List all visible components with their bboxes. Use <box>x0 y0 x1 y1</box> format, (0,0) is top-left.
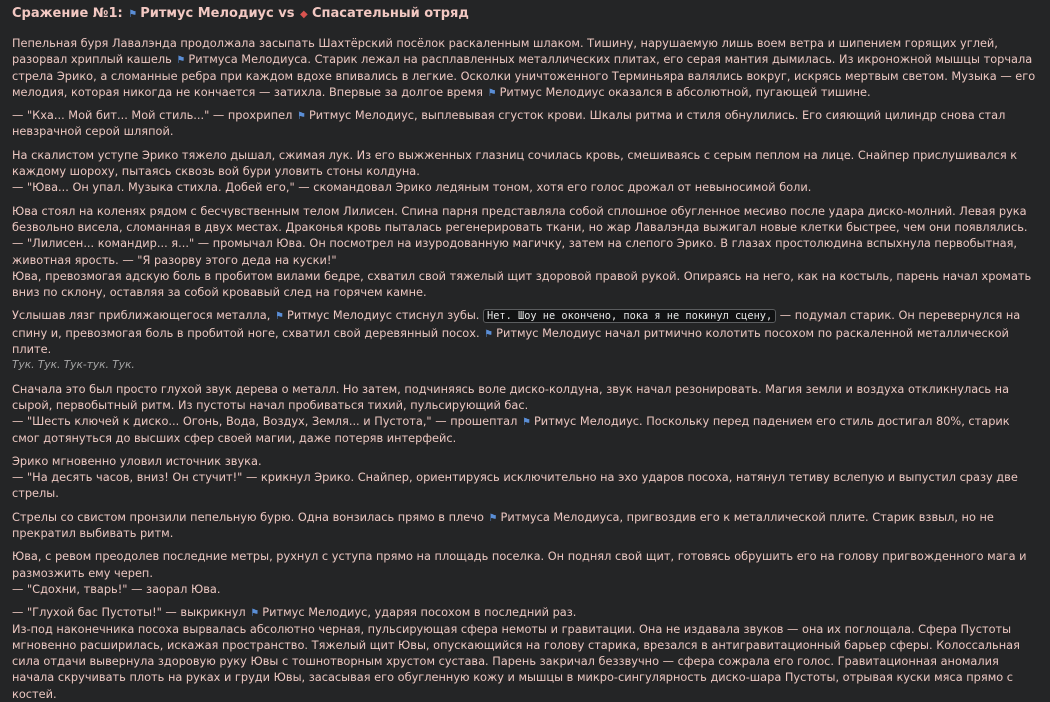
text-line: — "Сдохни, тварь!" — заорал Юва. <box>12 581 221 596</box>
text-line: — "Лилисен... командир... я..." — промычал Юва. Он посмотрел на изуродованную магичку, затем на слепого Эрико. В глазах простолюдина вспыхнула первобытная, животная ярость. — "Я разорву этого деда на куски!" <box>12 236 1018 267</box>
text-line: Юва стоял на коленях рядом с бесчувственным телом Лилисен. Спина парня представляла собой сплошное обугленное месиво после удара диско-молний. Левая рука безвольно висела, сломанная в двух местах. Драконья кровь пыталась регенерировать ткани, но жар Лавалэнда выжигал новые клетки быстрее, чем они появлялись. <box>12 203 1028 234</box>
hero-figure-icon: ⚑ <box>487 87 497 99</box>
battle-title <box>12 5 1038 22</box>
text-line: Сначала это был просто глухой звук дерева о металл. Но затем, подчиняясь воле диско-колдуна, звук начал резонировать. Магия земли и воздуха откликнулась на сырой, первобытный ритм. Из пустоты начал пробиваться тихий, пульсирующий бас. <box>12 381 1010 412</box>
story-paragraph-2 <box>12 107 1038 140</box>
text-line: — "На десять часов, вниз! Он стучит!" — крикнул Эрико. Снайпер, ориентируясь исключительно на эхо ударов посоха, натянул тетиву вслепую и выпустил сразу две стрелы. <box>12 470 1018 501</box>
text-segment: Услышав лязг приближающегося металла, <box>12 308 274 323</box>
text-segment: Ритмус Мелодиус, ударяя посохом в последний раз. <box>262 605 577 620</box>
text-line <box>12 604 1038 620</box>
inner-thought-code: Нет. Шоу не окончено, пока я не покинул сцену, <box>483 309 776 323</box>
team1-name: Ритмус Мелодиус <box>140 6 274 21</box>
text-segment: — "Шесть ключей к диско... Огонь, Вода, Воздух, Земля... и Пустота," — прошептал <box>12 414 521 429</box>
story-paragraph-9 <box>12 548 1038 597</box>
hero-figure-icon: ⚑ <box>176 55 186 67</box>
text-line: Юва, с ревом преодолев последние метры, рухнул с уступа прямо на площадь поселка. Он поднял свой щит, готовясь обрушить его на голову пригвожденного мага и размозжить ему череп. <box>12 549 1027 580</box>
hero-figure-icon: ⚑ <box>296 111 306 123</box>
battle-prefix: Сражение №1: <box>12 6 123 21</box>
hero-figure-icon: ⚑ <box>250 608 260 620</box>
text-segment: Стрелы со свистом пронзили пепельную бурю. Одна вонзилась прямо в плечо <box>12 509 488 524</box>
hero-figure-icon: ⚑ <box>274 311 284 323</box>
text-line: Юва, превозмогая адскую боль в пробитом вилами бедре, схватил свой тяжелый щит здоровой правой рукой. Опираясь на него, как на костыль, парень начал хромать вниз по склону, оставляя за собой кровавый след на горячем камне. <box>12 268 1032 300</box>
story-paragraph-4 <box>12 203 1038 301</box>
text-line: — "Юва... Он упал. Музыка стихла. Добей его," — скомандовал Эрико ледяным тоном, хотя его голос дрожал от невыносимой боли. <box>12 180 812 195</box>
text-segment: Ритмус Мелодиус стиснул зубы. <box>286 308 483 323</box>
text-segment: Ритмус Мелодиус. Поскольку перед падением его стиль достигал 80%, старик смог дотянуться до высших сфер своей магии, даже потеряв интерфейс. <box>12 414 1010 445</box>
team2-name: Спасательный отряд <box>312 6 469 21</box>
sound-effect-text: Тук. Тук. Тук-тук. Тук. <box>12 359 135 372</box>
text-segment: Ритмус Мелодиус, выплевывая сгусток крови. Шкалы ритма и стиля обнулились. Его сияющий цилиндр снова стал невзрачной серой шляпой. <box>12 108 1006 139</box>
text-segment: Ритмус Мелодиус начал ритмично колотить посохом по раскаленной металлической плите. <box>12 325 1009 357</box>
text-line: На скалистом уступе Эрико тяжело дышал, сжимая лук. Из его выжженных глазниц сочилась кровь, смешиваясь с серым пеплом на лице. Снайпер прислушивался к каждому шороху, пытаясь сквозь вой бури уловить стоны колдуна. <box>12 147 1018 179</box>
text-line: Эрико мгновенно уловил источник звука. <box>12 453 262 468</box>
text-segment: Ритмус Мелодиус оказался в абсолютной, пугающей тишине. <box>499 84 871 99</box>
story-paragraph-6 <box>12 381 1038 446</box>
text-segment: Ритмуса Мелодиуса, пригвоздив его к металлической плите. Старик взвыл, но не прекратил выбивать ритм. <box>12 509 994 541</box>
text-line: Из-под наконечника посоха вырвалась абсолютно черная, пульсирующая сфера немоты и гравитации. Она не издавала звуков — она их поглощала. Сфера Пустоты мгновенно расширилась, искажая пространство. Тяжелый щит Ювы, опускающийся на голову старика, врезался в антигравитационный барьер сферы. Колоссальная сила отдачи вывернула здоровую руку Ювы с тошнотворным хрустом сустава. Парень закричал беззвучно — сфера сожрала его голос. Гравитационная аномалия начала скручивать плоть на руках и груди Ювы, засасывая его обугленную кожу и мышцы в микро-сингулярность диско-шара Пустоты, отрывая куски мяса прямо с костей. <box>12 621 1020 701</box>
hero-figure-icon: ⚑ <box>128 9 138 20</box>
story-paragraph-7 <box>12 453 1038 502</box>
hero-figure-icon: ⚑ <box>521 417 531 429</box>
text-segment: Пепельная буря Лавалэнда продолжала засыпать Шахтёрский посёлок раскаленным шлаком. Тишину, нарушаемую лишь воем ветра и шипением горящих углей, разорвал хриплый кашель <box>12 36 998 67</box>
story-paragraph-1 <box>12 35 1038 100</box>
text-segment: — подумал старик. Он перевернулся на спину и, превозмогая боль в пробитой ноге, схватил свой деревянный посох. <box>12 308 1021 340</box>
story-paragraph-5 <box>12 307 1038 373</box>
hero-figure-icon: ⚑ <box>488 512 498 524</box>
story-paragraph-3 <box>12 147 1038 196</box>
text-segment: Ритмуса Мелодиуса. Старик лежал на расплавленных металлических плитах, его серая мантия дымилась. Из икроножной мышцы торчала стрела Эрико, а сломанные ребра при каждом вдохе впивались в легкие. Осколки уничтоженного Терминьяра валялись вокруг, искрясь мертвым светом. Музыка — его мелодия, которая никогда не кончается — затихла. Впервые за долгое время <box>12 52 1036 99</box>
hero-figure-icon: ⚑ <box>484 328 494 340</box>
text-segment: — "Глухой бас Пустоты!" — выкрикнул <box>12 605 250 620</box>
story-paragraph-10 <box>12 604 1038 702</box>
story-paragraph-8 <box>12 509 1038 542</box>
text-segment: — "Кха... Мой бит... Мой стиль..." — прохрипел <box>12 108 296 123</box>
red-shield-icon: ◆ <box>300 9 308 20</box>
text-line <box>12 413 1038 446</box>
vs-label: vs <box>278 6 295 21</box>
